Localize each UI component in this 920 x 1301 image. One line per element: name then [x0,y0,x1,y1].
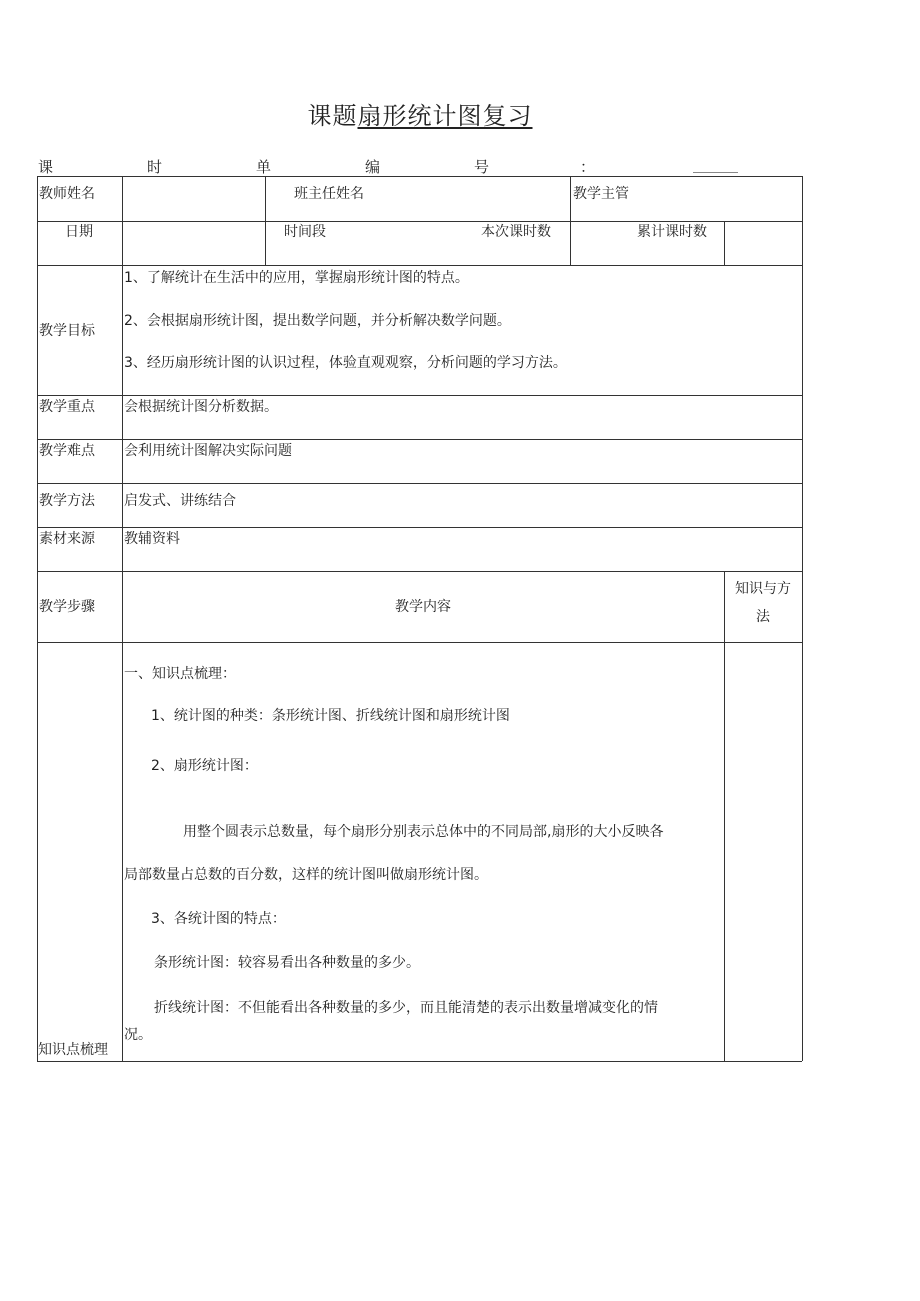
objective-item: 1、了解统计在生活中的应用，掌握扇形统计图的特点。 [124,270,469,286]
objective-item: 3、经历扇形统计图的认识过程，体验直观观察，分析问题的学习方法。 [124,355,567,371]
title-topic: 扇形统计图复习 [357,102,533,130]
lesson-number-char: 编 [365,158,381,176]
class-teacher-label: 班主任姓名 [294,186,364,202]
content-paragraph: 2、扇形统计图： [151,758,258,774]
column-divider [802,176,803,1061]
difficulty-label: 教学难点 [39,443,95,459]
content-label: 教学内容 [395,599,451,615]
content-paragraph: 局部数量占总数的百分数，这样的统计图叫做扇形统计图。 [124,867,488,883]
lesson-number-char: 号 [474,158,490,176]
date-label: 日期 [65,224,93,240]
row-divider [37,395,802,396]
content-paragraph: 3、各统计图的特点： [151,911,286,927]
content-paragraph: 1、统计图的种类：条形统计图、折线统计图和扇形统计图 [151,708,510,724]
knowledge-label: 法 [756,609,770,625]
method-label: 教学方法 [39,493,95,509]
title-prefix: 课题 [307,102,358,130]
session-hours-label: 本次课时数 [481,224,551,240]
row-divider [37,571,802,572]
content-paragraph: 条形统计图：较容易看出各种数量的多少。 [154,955,420,971]
lesson-number-char: 单 [256,158,272,176]
column-divider [724,571,725,1061]
source-value: 教辅资料 [124,531,180,547]
key-point-value: 会根据统计图分析数据。 [124,399,278,415]
steps-label: 教学步骤 [39,599,95,615]
column-divider [265,176,266,265]
column-divider [724,221,725,265]
row-divider [37,1061,802,1062]
key-point-label: 教学重点 [39,399,95,415]
row-divider [37,527,802,528]
step-label: 知识点梳理 [38,1042,108,1058]
method-value: 启发式、讲练结合 [124,493,236,509]
content-paragraph: 折线统计图：不但能看出各种数量的多少，而且能清楚的表示出数量增减变化的情 [154,1000,658,1016]
difficulty-value: 会利用统计图解决实际问题 [124,443,292,459]
row-divider [37,176,802,177]
supervisor-label: 教学主管 [573,186,629,202]
row-divider [37,483,802,484]
source-label: 素材来源 [39,531,95,547]
column-divider [570,176,571,265]
lesson-number-char: ： [580,158,596,176]
teacher-name-label: 教师姓名 [39,186,95,202]
content-heading: 一、知识点梳理： [124,666,236,682]
knowledge-label: 知识与方 [735,581,791,597]
content-paragraph: 况。 [124,1027,152,1043]
row-divider [37,265,802,266]
column-divider [122,176,123,1061]
content-paragraph: 用整个圆表示总数量，每个扇形分别表示总体中的不同局部,扇形的大小反映各 [183,824,664,840]
lesson-number-blank [693,172,738,173]
total-hours-label: 累计课时数 [637,224,707,240]
objective-item: 2、会根据扇形统计图，提出数学问题，并分析解决数学问题。 [124,313,511,329]
column-divider [37,176,38,1061]
lesson-number-char: 时 [147,158,163,176]
row-divider [37,439,802,440]
page-title [0,96,840,131]
time-slot-label: 时间段 [284,224,326,240]
objectives-label: 教学目标 [39,323,95,339]
lesson-number-char: 课 [38,158,54,176]
row-divider [37,642,802,643]
